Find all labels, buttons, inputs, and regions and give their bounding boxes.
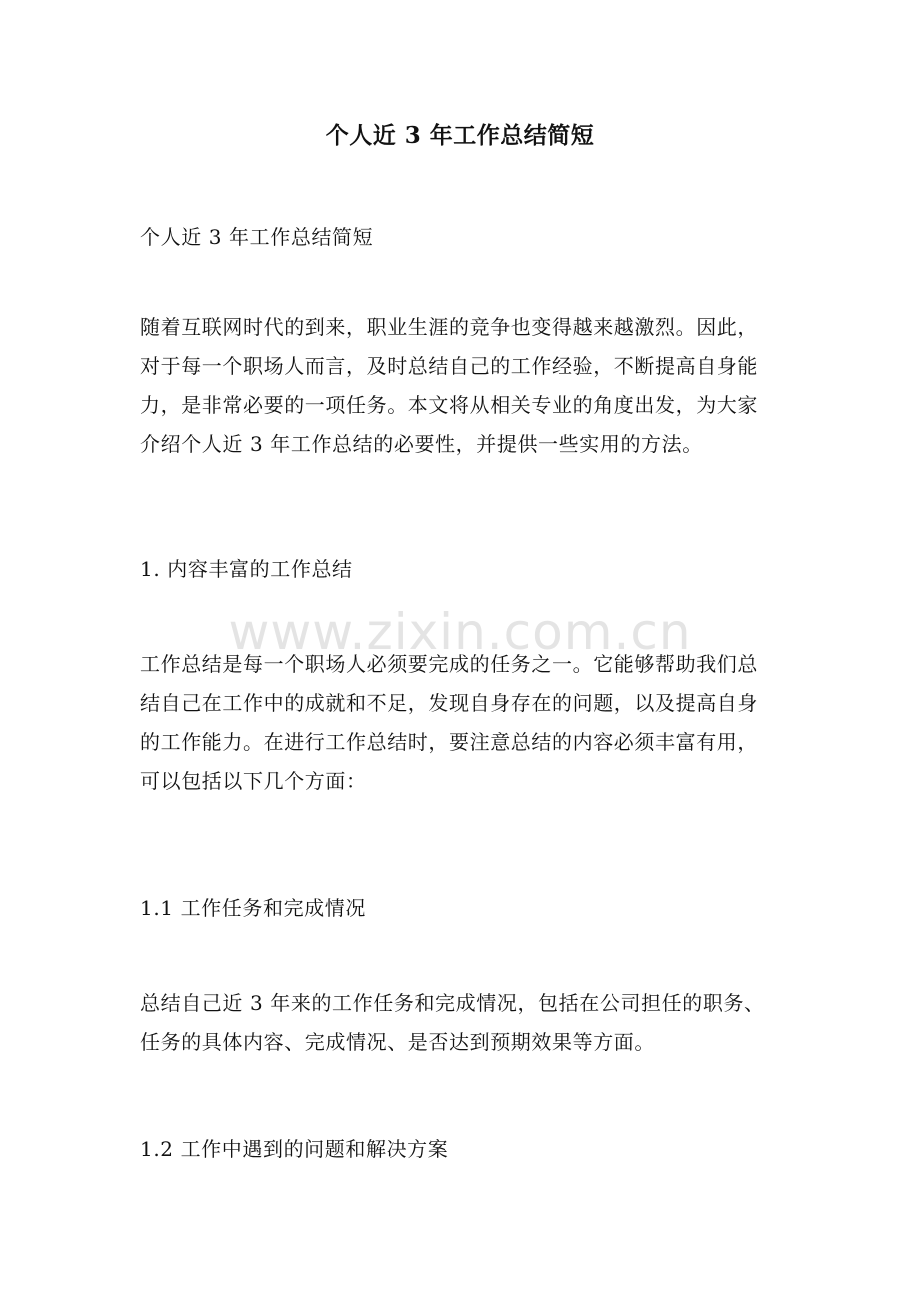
document-title: 个人近 3 年工作总结简短 [325, 122, 595, 149]
section-1-1-line: 总结自己近 3 年来的工作任务和完成情况，包括在公司担任的职务、 [140, 991, 765, 1015]
section-heading-text: 1. 内容丰富的工作总结 [140, 557, 353, 581]
section-heading-text: 1.1 工作任务和完成情况 [140, 896, 366, 920]
intro-line: 对于每一个职场人而言，及时总结自己的工作经验，不断提高自身能 [140, 354, 758, 378]
intro-line: 介绍个人近 3 年工作总结的必要性，并提供一些实用的方法。 [140, 432, 703, 456]
section-1-1-line: 任务的具体内容、完成情况、是否达到预期效果等方面。 [140, 1030, 655, 1054]
section-1-1-paragraph [140, 984, 788, 1062]
section-1-heading [140, 550, 788, 589]
section-1-line: 可以包括以下几个方面： [140, 769, 367, 793]
section-1-1-heading [140, 889, 788, 928]
section-1-2-heading [140, 1130, 788, 1169]
section-1-paragraph [140, 645, 788, 801]
section-heading-text: 1.2 工作中遇到的问题和解决方案 [140, 1137, 449, 1161]
subtitle-line: 个人近 3 年工作总结简短 [140, 225, 374, 249]
section-1-line: 的工作能力。在进行工作总结时，要注意总结的内容必须丰富有用， [140, 730, 758, 754]
intro-paragraph [140, 308, 788, 464]
section-1-line: 工作总结是每一个职场人必须要完成的任务之一。它能够帮助我们总 [140, 652, 758, 676]
section-1-line: 结自己在工作中的成就和不足，发现自身存在的问题，以及提高自身 [140, 691, 758, 715]
watermark: www.zixin.com.cn [228, 603, 692, 661]
intro-line: 力，是非常必要的一项任务。本文将从相关专业的角度出发，为大家 [140, 393, 758, 417]
intro-line: 随着互联网时代的到来，职业生涯的竞争也变得越来越激烈。因此， [140, 315, 758, 339]
document-subtitle [140, 218, 788, 257]
